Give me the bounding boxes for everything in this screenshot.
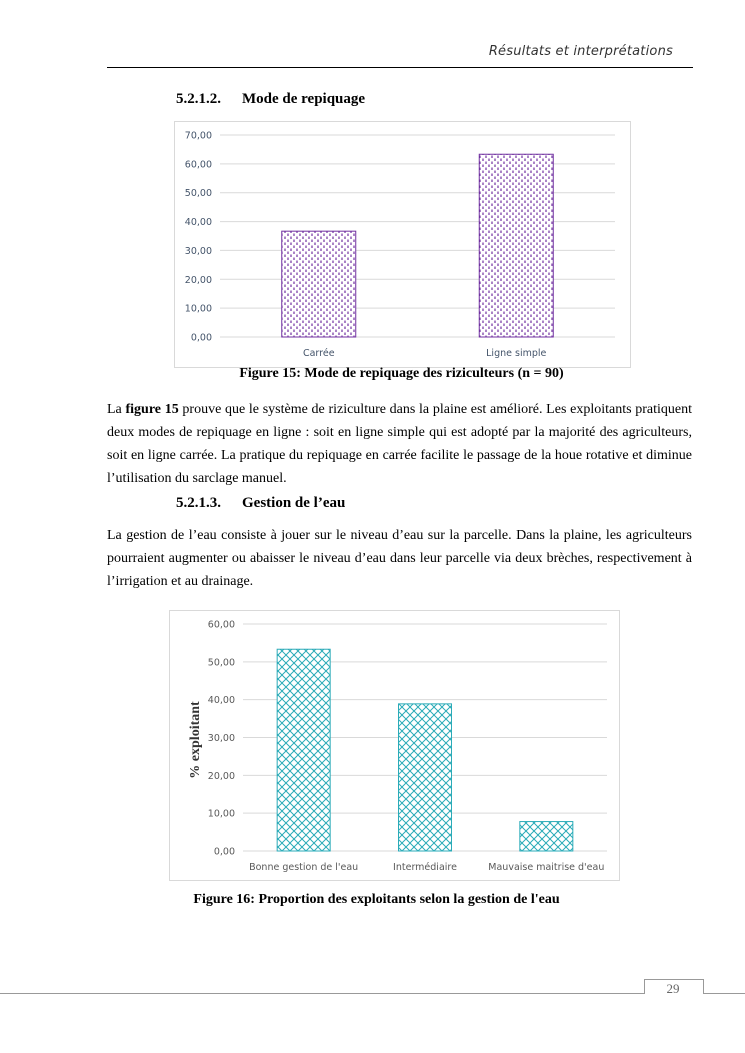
y-tick-label: 70,00 — [184, 130, 212, 142]
figure-reference: figure 15 — [125, 402, 179, 417]
paragraph-gestion-eau: La gestion de l’eau consiste à jouer sur le niveau d’eau sur la parcelle. Dans la plaine, les agriculteurs pourraient augmenter ou abaisser le niveau d’eau dans leur parcelle via deux brèches, respectivement à l’irrigation et au drainage. — [107, 528, 692, 589]
bar-ligne-simple — [479, 154, 553, 337]
y-tick-label: 20,00 — [184, 274, 212, 286]
y-tick-label: 10,00 — [184, 303, 212, 315]
chart2-svg — [170, 611, 619, 880]
chart-gestion-eau — [169, 610, 620, 881]
x-tick-label: Intermédiaire — [393, 862, 457, 873]
x-tick-label: Carrée — [302, 348, 335, 359]
section-title: Gestion de l’eau — [242, 495, 346, 511]
x-tick-label: Ligne simple — [486, 348, 547, 359]
x-tick-label: Mauvaise maitrise d'eau — [488, 862, 605, 873]
section-title: Mode de repiquage — [242, 91, 366, 107]
y-tick-label: 60,00 — [184, 159, 212, 171]
footer-rule — [0, 993, 745, 994]
paragraph-text: La — [107, 402, 126, 417]
paragraph-text: prouve que le système de riziculture dans la plaine est amélioré. Les exploitants pratiquent deux modes de repiquage en ligne : soit en ligne simple qui est adopté par la majorité des agriculteurs, soit en ligne carrée. La pratique du repiquage en carrée facilite le passage de la houe rotative et diminue l’utilisation du sarclage manuel. — [107, 402, 692, 486]
y-axis-label: % exploitant — [188, 701, 203, 779]
section-heading-repiquage — [176, 91, 365, 108]
x-tick-label: Bonne gestion de l'eau — [249, 862, 359, 873]
y-tick-label: 0,00 — [190, 332, 212, 344]
y-tick-label: 50,00 — [184, 188, 212, 200]
y-tick-label: 0,00 — [213, 846, 235, 858]
y-tick-label: 30,00 — [207, 733, 235, 744]
header-rule — [107, 67, 693, 68]
section-heading-gestion-eau — [176, 495, 345, 512]
y-tick-label: 40,00 — [184, 217, 212, 229]
y-tick-label: 50,00 — [207, 657, 235, 669]
running-header-title: Résultats et interprétations — [488, 44, 673, 59]
bar-carr-e — [282, 231, 356, 337]
page-number: 29 — [666, 981, 680, 996]
figure15-caption: Figure 15: Mode de repiquage des riziculteurs (n = 90) — [239, 366, 564, 381]
y-tick-label: 40,00 — [207, 695, 235, 707]
section-number: 5.2.1.3. — [176, 495, 221, 511]
chart1-svg — [175, 122, 630, 367]
figure16-caption: Figure 16: Proportion des exploitants selon la gestion de l'eau — [193, 892, 560, 907]
bar-bonne-gestion-de-l-eau — [277, 649, 330, 851]
paragraph-figure15 — [107, 398, 692, 490]
section-number: 5.2.1.2. — [176, 91, 221, 107]
y-tick-label: 30,00 — [184, 245, 212, 257]
y-tick-label: 60,00 — [207, 619, 235, 631]
bar-mauvaise-maitrise-d-eau — [520, 822, 573, 851]
y-tick-label: 10,00 — [207, 808, 235, 820]
y-tick-label: 20,00 — [207, 770, 235, 782]
bar-interm-diaire — [399, 704, 452, 851]
chart-mode-repiquage — [174, 121, 631, 368]
